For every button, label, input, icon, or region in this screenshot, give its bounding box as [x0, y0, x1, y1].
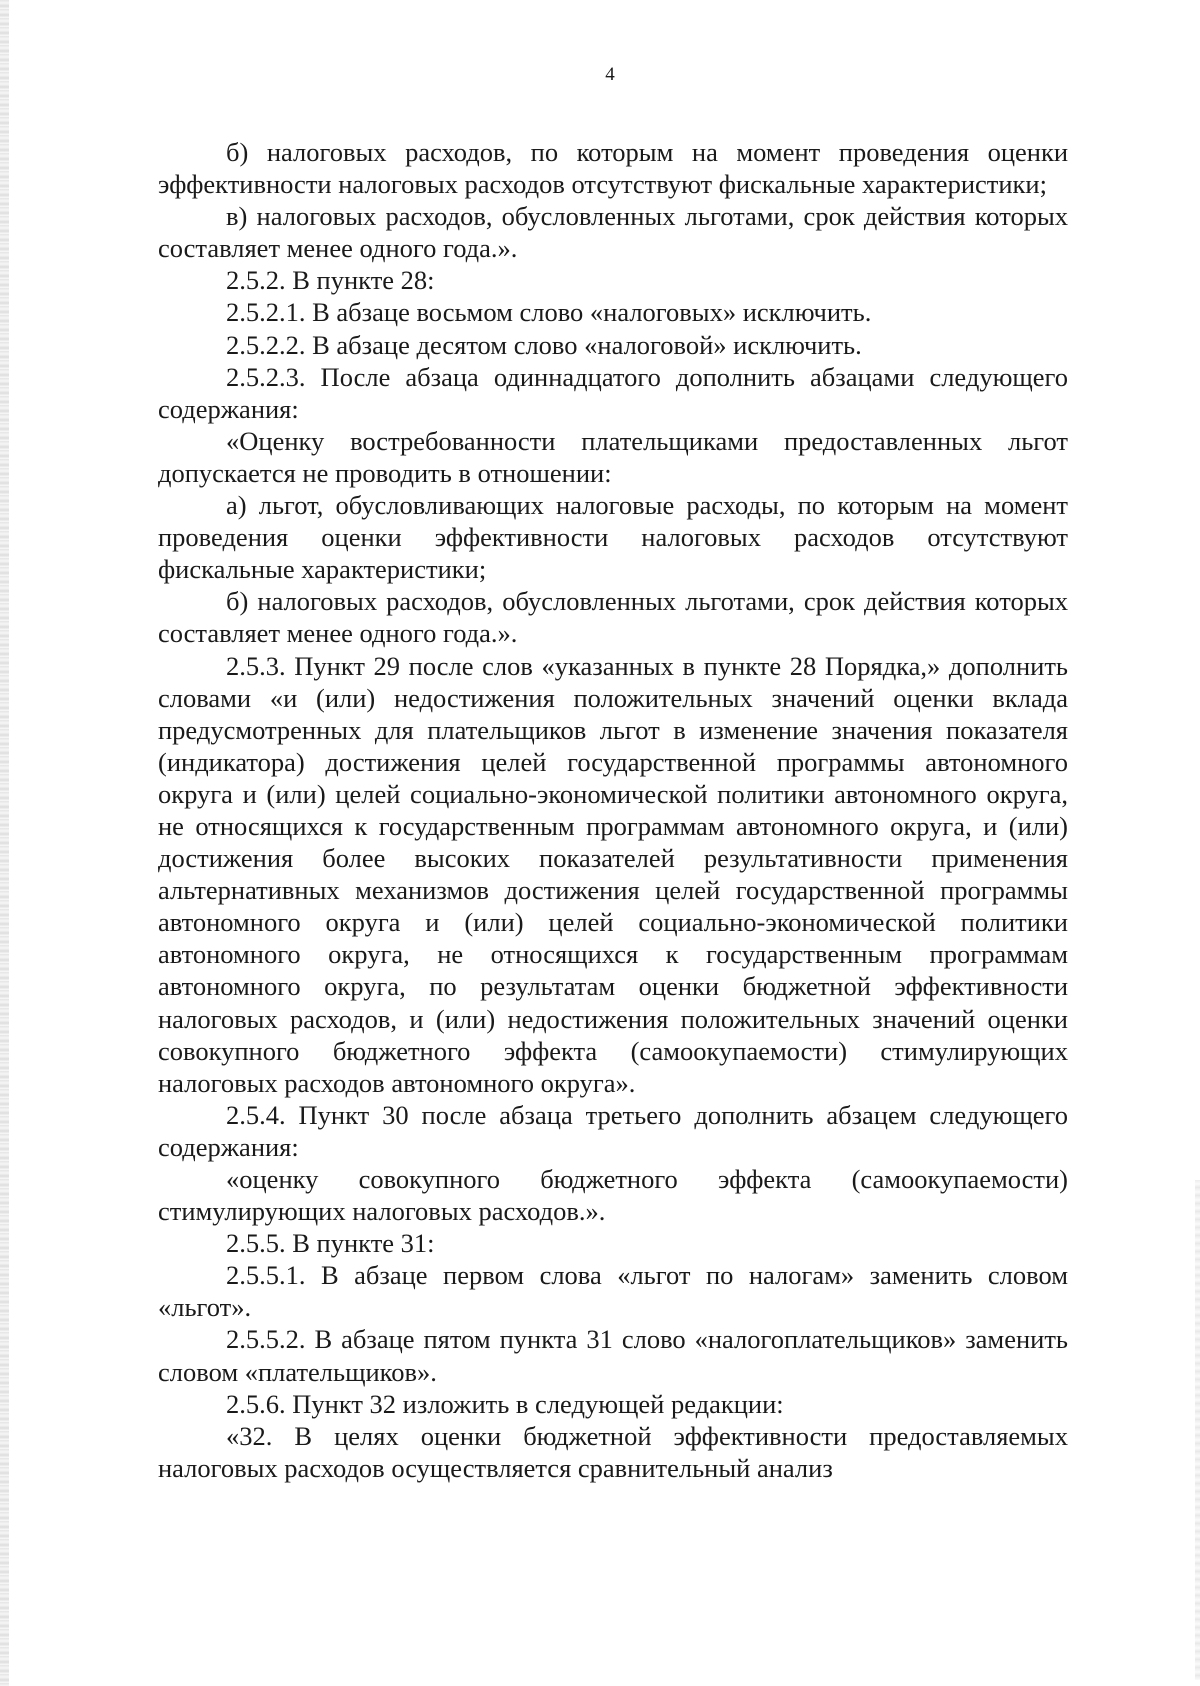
paragraph: 2.5.4. Пункт 30 после абзаца третьего дополнить абзацем следующего содержания: [158, 1099, 1068, 1162]
paragraph: «оценку совокупного бюджетного эффекта (самоокупаемости) стимулирующих налоговых расходов.». [158, 1164, 1068, 1227]
document-body [158, 136, 1068, 1484]
paragraph: 2.5.5.2. В абзаце пятом пункта 31 слово «налогоплательщиков» заменить словом «плательщиков». [158, 1324, 1068, 1387]
paragraph: «32. В целях оценки бюджетной эффективности предоставляемых налоговых расходов осуществляется сравнительный анализ [158, 1420, 1068, 1483]
page-number: 4 [605, 64, 615, 85]
paragraph: 2.5.2.2. В абзаце десятом слово «налоговой» исключить. [226, 329, 862, 360]
paragraph: 2.5.3. Пункт 29 после слов «указанных в пункте 28 Порядка,» дополнить словами «и (или) недостижения положительных значений оценки вклада предусмотренных для плательщиков льгот в изменение значения показателя (индикатора) достижения целей государственной программы автономного округа и (или) целей социально-экономической политики автономного округа, не относящихся к государственным программам автономного округа, и (или) достижения более высоких показателей результативности применения альтернативных механизмов достижения целей государственной программы автономного округа и (или) целей социально-экономической политики автономного округа, не относящихся к государственным программам автономного округа, по результатам оценки бюджетной эффективности налоговых расходов, и (или) недостижения положительных значений оценки совокупного бюджетного эффекта (самоокупаемости) стимулирующих налоговых расходов автономного округа». [158, 650, 1068, 1098]
paragraph: «Оценку востребованности плательщиками предоставленных льгот допускается не проводить в отношении: [158, 425, 1068, 488]
paragraph: 2.5.2.1. В абзаце восьмом слово «налоговых» исключить. [226, 297, 872, 328]
paragraph: 2.5.5.1. В абзаце первом слова «льгот по налогам» заменить словом «льгот». [158, 1260, 1068, 1323]
paragraph: 2.5.2. В пункте 28: [226, 265, 435, 296]
paragraph: 2.5.6. Пункт 32 изложить в следующей редакции: [226, 1388, 784, 1419]
paragraph: б) налоговых расходов, по которым на момент проведения оценки эффективности налоговых расходов отсутствуют фискальные характеристики; [158, 137, 1068, 200]
paragraph: в) налоговых расходов, обусловленных льготами, срок действия которых составляет менее одного года.». [158, 201, 1068, 264]
paragraph: а) льгот, обусловливающих налоговые расходы, по которым на момент проведения оценки эффективности налоговых расходов отсутствуют фискальные характеристики; [158, 490, 1068, 585]
scan-edge-right [1195, 1180, 1200, 1680]
paragraph: 2.5.5. В пункте 31: [226, 1228, 435, 1259]
scan-edge-left [0, 0, 9, 1686]
paragraph: б) налоговых расходов, обусловленных льготами, срок действия которых составляет менее одного года.». [158, 586, 1068, 649]
paragraph: 2.5.2.3. После абзаца одиннадцатого дополнить абзацами следующего содержания: [158, 361, 1068, 424]
